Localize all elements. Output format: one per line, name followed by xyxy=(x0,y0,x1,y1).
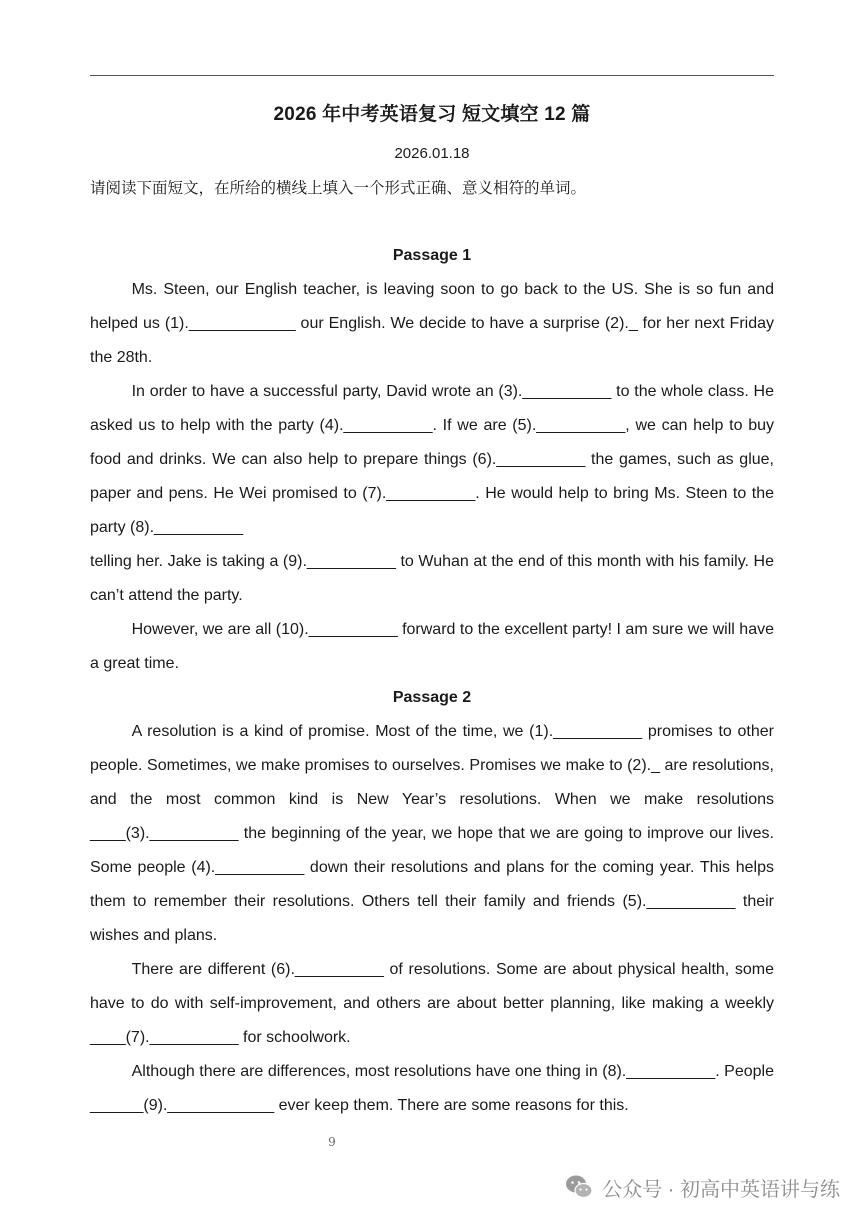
passage-heading: Passage 1 xyxy=(392,247,472,264)
paragraph: In order to have a successful party, David wrote an (3).__________ to the whole class. He asked us to help with the party (4).__________. If we are (5).__________, we can help to buy food and drinks. We can also help to prepare things (6).__________ the games, such as glue, paper and pens. He Wei promised to (7).__________. He would help to bring Ms. Steen to the party (8).__________ xyxy=(90,383,774,536)
paragraph: There are different (6).__________ of resolutions. Some are about physical health, some have to do with self-improvement, and others are about better planning, like making a weekly ____(7).__________ for schoolwork. xyxy=(90,961,774,1046)
instruction-text: 请阅读下面短文，在所给的横线上填入一个形式正确、意义相符的单词。 xyxy=(90,180,587,197)
wechat-icon xyxy=(564,1172,594,1202)
paragraph: However, we are all (10).__________ forward to the excellent party! I am sure we will have a great time. xyxy=(90,621,774,672)
watermark-text: 公众号 · 初高中英语讲与练 xyxy=(602,1178,840,1201)
watermark xyxy=(564,1172,840,1202)
paragraph: Ms. Steen, our English teacher, is leaving soon to go back to the US. She is so fun and helped us (1).____________ our English. We decide to have a surprise (2)._ for her next Friday the 28th. xyxy=(90,281,774,366)
passage-1 xyxy=(90,239,774,681)
document-body xyxy=(90,239,774,1123)
paragraph: Although there are differences, most resolutions have one thing in (8).__________. People ______(9).____________ ever keep them. There are some reasons for this. xyxy=(90,1063,774,1114)
page-number: 9 xyxy=(328,1135,336,1149)
document-date: 2026.01.18 xyxy=(394,145,470,162)
paragraph: telling her. Jake is taking a (9).__________ to Wuhan at the end of this month with his family. He can’t attend the party. xyxy=(90,553,774,604)
document-title: 2026 年中考英语复习 短文填空 12 篇 xyxy=(273,104,591,125)
header-rule xyxy=(90,75,774,76)
passage-2 xyxy=(90,681,774,1123)
passage-heading: Passage 2 xyxy=(392,689,472,706)
paragraph: A resolution is a kind of promise. Most of the time, we (1).__________ promises to other people. Sometimes, we make promises to ourselves. Promises we make to (2)._ are resolutions, and the most common kind is New Year’s resolutions. When we make resolutions ____(3).__________ the beginning of the year, we hope that we are going to improve our lives. Some people (4).__________ down their resolutions and plans for the coming year. This helps them to remember their resolutions. Others tell their family and friends (5).__________ their wishes and plans. xyxy=(90,723,774,944)
